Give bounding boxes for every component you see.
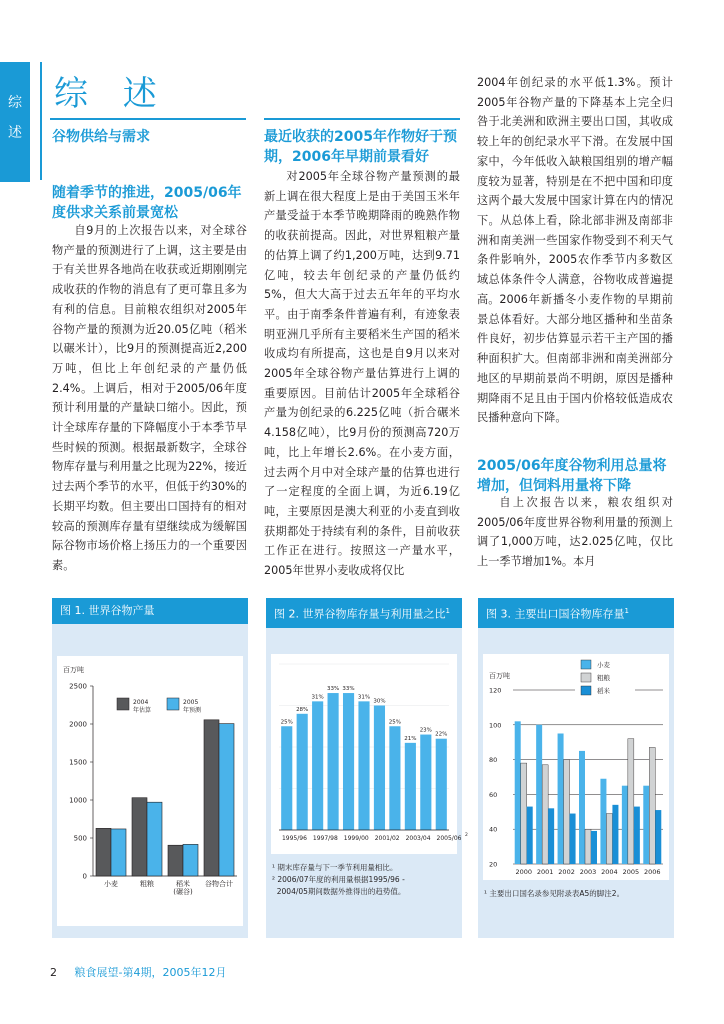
section-heading: 谷物供给与需求	[52, 129, 150, 145]
figure1-y-tick-label: 0	[82, 872, 87, 881]
column3-paragraph1: 2004年创纪录的水平低1.3%。预计2005年谷物产量的下降基本上完全归咎于北美洲和欧洲主要出口国，其收成较上年的创纪录水平下滑。在发展中国家中，今年低收入缺粮国组别的增产幅度较为显著，特别是在不把中国和印度这两个最大发展中国家计算在内的情况下。从总体上看，除北部非洲及南部非洲和南美洲一些国家作物受到不利天气条件影响外，2005农作季节内多数区域总体条件令人满意，谷物收成普遍提高。	[477, 76, 673, 306]
figure3-bar-wheat	[600, 779, 606, 864]
figure2-data-label: 31%	[311, 694, 324, 701]
figure2-bar	[374, 706, 385, 831]
figure1-legend-label: 2005	[183, 699, 199, 706]
column1-paragraph: 自9月的上次报告以来，对全球谷物产量的预测进行了上调，这主要是由于有关世界各地尚在收获或近期刚刚完成收获的作物的消息有了更可靠且多为有利的信息。目前粮农组织对2005年谷物产量的预测为近20.05亿吨（稻米以碾米计），比9月的预测提高近2,200万吨，但比上年创纪录的产量仍低2.4%。上调后，相对于2005/06年度预计利用量的产量缺口缩小。因此，预计全球库存量的下降幅度小于本季节早些时候的预测。根据最新数字，全球谷物库存量与利用量之比现为22%，接近过去两个季节的水平，但低于约30%的长期平均数。但主要出口国持有的相对较高的预测库存量有望继续成为缓解国际谷物市场价格上扬压力的一个重要因素。	[52, 224, 247, 572]
side-tab-label: 综 述	[8, 95, 22, 141]
figure3-chart-area	[483, 654, 669, 880]
figure1-x-tick-label: 粗粮	[140, 880, 154, 888]
figure3-bar-wheat	[622, 786, 628, 864]
subsection-heading: 随着季节的推进，2005/06年度供求关系前景宽松	[52, 185, 242, 221]
figure3-y-tick-label: 80	[489, 756, 498, 765]
figure1-legend-label: 年预测	[183, 707, 202, 714]
figure2-data-label: 30%	[373, 698, 386, 705]
figure2-data-label: 22%	[435, 731, 448, 738]
side-divider	[40, 62, 42, 180]
figure3-legend-swatch	[581, 673, 591, 682]
figure3-legend-label: 粗粮	[597, 674, 610, 682]
figure1-x-tick-label: (碾谷)	[173, 888, 193, 896]
figure3-y-tick-label: 100	[489, 721, 502, 730]
column3-paragraph3: 自上次报告以来，粮农组织对2005/06年度世界谷物利用量的预测上调了1,000万吨，达2.025亿吨，仅比上一季节增加1%。本月	[477, 496, 673, 569]
figure3-bar-rice	[570, 814, 576, 864]
page-number: 2	[50, 966, 57, 979]
figure3-bar-coarse-grains	[649, 747, 655, 864]
figure3-legend-label: 稻米	[597, 687, 610, 695]
figure1-x-tick-label: 小麦	[104, 880, 118, 888]
figure2-x-tick-label: 2003/04	[405, 835, 431, 842]
figure2-bar	[281, 726, 292, 830]
column2-heading: 最近收获的2005年作物好于预期，2006年早期前景看好	[264, 129, 457, 165]
figure2-data-label: 21%	[404, 735, 417, 742]
figure3-bar-coarse-grains	[542, 765, 548, 864]
figure2-data-label: 33%	[342, 686, 355, 693]
figure3-bar-wheat	[643, 786, 649, 864]
figure3-title: 图 3. 主要出口国谷物库存量	[486, 607, 625, 621]
figure1-y-tick-label: 1500	[69, 758, 87, 767]
column3-heading: 2005/06年度谷物利用总量将增加，但饲料用量将下降	[477, 458, 667, 494]
figure1-y-tick-label: 1000	[69, 796, 87, 805]
figure3-y-unit: 百万吨	[489, 672, 510, 680]
figure1-legend-swatch	[117, 698, 129, 710]
figure1-bar-2005	[111, 829, 126, 876]
figure1-svg	[57, 656, 243, 926]
publication-info: 粮食展望-第4期，2005年12月	[74, 966, 227, 979]
figure3-title-sup: 1	[624, 607, 629, 615]
figure3-y-tick-label: 20	[489, 860, 498, 869]
figure1-legend-label: 2004	[133, 699, 149, 706]
figure2-svg	[271, 654, 468, 854]
figure2-note-2: ² 2006/07年度的利用量根据1995/96 -	[272, 875, 405, 884]
figure3-x-tick-label: 2001	[536, 868, 554, 876]
figure2-x-tick-sup: 2	[465, 833, 468, 838]
figure2-note-1: ¹ 期末库存量与下一季节利用量相比。	[272, 863, 398, 872]
figure3-bar-wheat	[579, 751, 585, 864]
figure1-bar-2005	[147, 802, 162, 876]
figure1-y-tick-label: 2000	[69, 720, 87, 729]
figure3-bar-coarse-grains	[585, 829, 591, 864]
figure2-title: 图 2. 世界谷物库存量与利用量之比	[274, 607, 446, 621]
figure2-bar	[343, 693, 354, 830]
figure1-bar-2004	[96, 828, 111, 876]
figure1-bar-2005	[219, 724, 234, 876]
figure3-panel	[478, 598, 674, 938]
figure1-panel	[52, 598, 248, 938]
figure3-y-tick-label: 40	[489, 825, 498, 834]
figure3-bar-rice	[655, 810, 661, 864]
figure2-bar	[436, 739, 447, 830]
figure3-note: ¹ 主要出口国名录参见附录表A5的脚注2。	[484, 889, 625, 898]
figure1-legend-swatch	[167, 698, 179, 710]
figure3-bar-wheat	[515, 721, 521, 864]
figure2-title-sup: 1	[445, 607, 450, 615]
figure1-chart-area	[57, 656, 243, 926]
figure3-x-tick-label: 2000	[515, 868, 532, 876]
figure2-x-tick-label: 1995/96	[281, 835, 307, 842]
figure3-bar-coarse-grains	[628, 739, 634, 864]
figure3-legend-swatch	[581, 660, 591, 669]
figure2-data-label: 28%	[296, 706, 309, 713]
figure3-bar-coarse-grains	[606, 814, 612, 864]
figure3-bar-coarse-grains	[521, 763, 527, 864]
figure3-bar-rice	[527, 807, 533, 864]
figure3-title-bar	[478, 598, 674, 628]
figure2-data-label: 25%	[388, 719, 402, 726]
figure3-legend-label: 小麦	[597, 661, 610, 669]
figure1-legend-label: 年估算	[133, 707, 152, 714]
figure1-y-tick-label: 2500	[69, 682, 87, 691]
figure2-data-label: 25%	[280, 719, 293, 726]
figure3-x-tick-label: 2004	[601, 868, 618, 876]
figure3-bar-wheat	[536, 725, 542, 864]
figure2-bar	[389, 726, 400, 830]
column3-paragraph2: 2006年新播冬小麦作物的早期前景总体看好。大部分地区播种和坐苗条件良好，初步估算显示若干主产国的播种面积扩大。但南部非洲和南美洲部分地区的早期前景尚不明朗，原因是播种期降雨不足且由于国内价格较低造成农民播种意向下降。	[477, 293, 673, 425]
figure1-x-tick-label: 谷物合计	[205, 880, 233, 888]
column2-paragraph: 对2005年全球谷物产量预测的最新上调在很大程度上是由于美国玉米年产量受益于本季节晚期降雨的晚熟作物的收获前提高。因此，对世界粗粮产量的估算上调了约1,200万吨，达到9.71亿吨，较去年创纪录的产量仍低约5%，但大大高于过去五年年的平均水平。由于南季条件普遍有利，有迹象表明亚洲几乎所有主要稻米生产国的稻米收成均有所提高，这也是自9月以来对2005年全球谷物产量估算进行上调的重要原因。目前估计2005年全球稻谷产量为创纪录的6.225亿吨（折合碾米4.158亿吨），比9月份的预测高720万吨，比上年增长2.6%。在小麦方面，过去两个月中对全球产量的估算也进行了一定程度的全面上调，为近6.19亿吨，主要原因是澳大利亚的小麦直到收获期都处于持续有利的条件，目前收获工作正在进行。按照这一产量水平，2005年世界小麦收成将仅比	[264, 170, 460, 578]
figure2-data-label: 23%	[419, 727, 432, 734]
column1-rule	[50, 118, 246, 120]
figure2-bar	[312, 701, 323, 830]
figure2-chart-area	[271, 654, 468, 854]
figure1-y-tick-label: 500	[73, 834, 87, 843]
figure2-bar	[297, 714, 308, 830]
figure2-x-tick-label: 1999/00	[343, 835, 369, 842]
figure2-x-tick-label: 1997/98	[312, 835, 338, 842]
page-footer	[50, 964, 226, 980]
figure3-bar-wheat	[558, 734, 564, 865]
figure2-x-tick-label: 2005/06	[436, 835, 462, 842]
figure2-bar	[420, 735, 431, 830]
figure2-note-3: 2004/05期间数据外推得出的趋势值。	[272, 887, 406, 896]
figure3-y-tick-label: 60	[489, 790, 498, 799]
figure3-x-tick-label: 2003	[579, 868, 597, 876]
side-section-tab	[0, 62, 30, 182]
page-title: 综 述	[54, 74, 169, 114]
figure2-bar	[328, 693, 339, 830]
figure3-bar-coarse-grains	[564, 760, 570, 864]
figure1-x-tick-label: 稻米	[176, 880, 190, 888]
figure3-x-tick-label: 2005	[622, 868, 640, 876]
column2-rule	[264, 118, 460, 120]
figure2-bar	[358, 701, 369, 830]
figure1-bar-2004	[132, 798, 147, 876]
figure3-bar-rice	[591, 831, 597, 864]
figure2-notes	[272, 862, 458, 898]
figure1-title: 图 1. 世界谷物产量	[52, 598, 248, 624]
figure3-x-tick-label: 2006	[644, 868, 661, 876]
figure2-bar	[405, 743, 416, 830]
figure1-bar-2005	[183, 844, 198, 876]
figure1-bar-2004	[204, 720, 219, 876]
figure2-panel	[266, 598, 468, 938]
figure3-bar-rice	[612, 805, 618, 864]
figure2-title-bar	[266, 598, 462, 628]
figure2-x-tick-label: 2001/02	[374, 835, 400, 842]
figure1-y-unit: 百万吨	[63, 666, 84, 674]
figure3-bar-rice	[548, 808, 554, 864]
figure3-legend-swatch	[581, 686, 591, 695]
figure3-x-tick-label: 2002	[558, 868, 575, 876]
figure1-bar-2004	[168, 845, 183, 876]
figure3-bar-rice	[634, 807, 640, 864]
figure3-svg	[483, 654, 669, 880]
figure2-data-label: 33%	[326, 686, 340, 693]
figure2-data-label: 31%	[357, 694, 371, 701]
figure3-y-tick-label: 120	[489, 686, 502, 695]
